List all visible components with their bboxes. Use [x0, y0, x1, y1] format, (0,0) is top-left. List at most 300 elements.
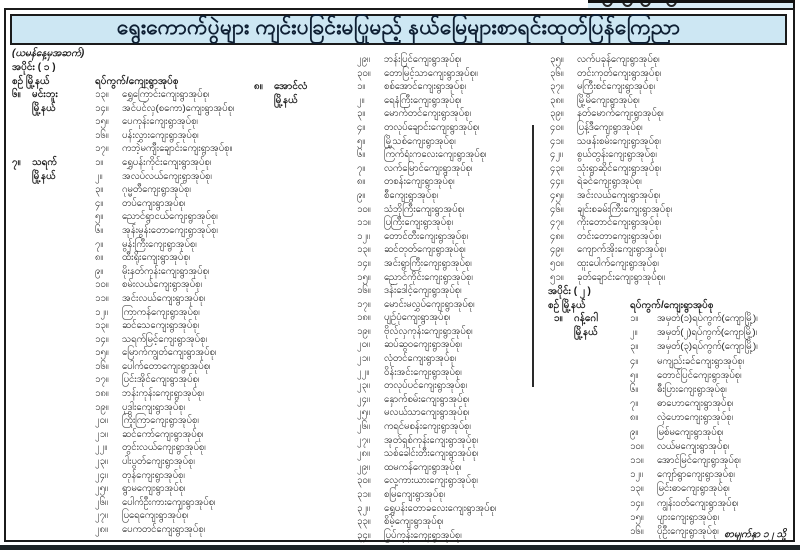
part2-serial-header: စဉ် မြို့နယ်	[548, 300, 586, 311]
item-name: ဆင်ကော်ကျေးရွာအုပ်စု၊	[122, 428, 204, 440]
item-name: အုန်းမွန်းတောကျေးရွာအုပ်စု၊	[122, 224, 218, 236]
township-suffix: မြို့နယ်	[32, 103, 56, 114]
item-number: ၁၀။	[357, 203, 371, 215]
item-name: ကြိုးကြာကျေးရွာအုပ်စု၊	[122, 415, 199, 427]
item-name: ပြင်းအိုင်ကျေးရွာအုပ်စု၊	[122, 374, 200, 386]
village-list-item	[95, 496, 234, 510]
item-name: အင်းလယ်ကျေးရွာအုပ်စု၊	[122, 292, 206, 304]
village-list-item	[630, 355, 758, 369]
village-list-item	[357, 80, 496, 94]
village-list-item	[95, 373, 234, 387]
item-number: ၃။	[630, 341, 639, 353]
village-list-item	[95, 197, 234, 211]
village-list-item	[357, 352, 496, 366]
item-number: ၁၃။	[357, 244, 371, 256]
village-list-item	[95, 265, 234, 279]
village-list-item	[630, 383, 758, 397]
item-name: စစ်အောင်ကျေးရွာအုပ်စု၊	[384, 81, 467, 93]
item-name: အင်းရွာကြီးကျေးရွာအုပ်စု၊	[384, 257, 472, 269]
village-list-item	[550, 230, 672, 244]
item-number: ၃၃။	[357, 516, 371, 528]
item-name: အုတ်ရှစ်ကုန်းကျေးရွာအုပ်စု၊	[384, 434, 479, 446]
item-name: ဂုမ္မတီကျေးရွာအုပ်စု၊	[122, 184, 191, 196]
item-number: ၁၃။	[95, 320, 109, 332]
item-name: ထမကန်ကျေးရွာအုပ်စု၊	[384, 461, 462, 473]
village-list-item	[630, 497, 758, 511]
item-name: ဘန်းပြင်ကျေးရွာအုပ်စု၊	[384, 54, 462, 65]
village-list-item	[630, 312, 758, 326]
item-name: တစန်းကျေးရွာအုပ်စု၊	[384, 176, 455, 188]
village-list-part2	[630, 312, 758, 539]
item-number: ၂၆။	[95, 496, 108, 508]
village-list-item	[550, 175, 672, 189]
village-list-item	[550, 107, 672, 121]
item-name: ကျွန်းဝတ်ကျေးရွာအုပ်စု၊	[657, 497, 739, 509]
item-number: ၁။	[630, 313, 639, 324]
village-list-item	[550, 94, 672, 108]
village-list-item	[357, 434, 496, 448]
village-list-item	[95, 238, 234, 252]
item-number: ၆။	[357, 149, 366, 161]
item-number: ၁၁။	[630, 455, 644, 467]
item-name: ကျော်ရွာကျေးရွာအုပ်စု၊	[657, 469, 735, 481]
village-list-item	[357, 366, 496, 380]
item-name: ဓာဟောကျေးရွာအုပ်စု၊	[657, 398, 734, 410]
item-name: အမှတ်(၁)ရပ်ကွက်(ကျောမြို့)၊	[657, 313, 758, 324]
village-list-item	[95, 142, 234, 156]
item-number: ၃၄။	[357, 529, 371, 541]
village-list-item	[550, 148, 672, 162]
item-name: တွင်းလယ်ကျေးရွာအုပ်စု၊	[122, 442, 206, 454]
item-number: ၈။	[95, 252, 104, 264]
item-name: အမှတ်(၂)ရပ်ကွက်(ကျောမြို့)၊	[657, 327, 758, 339]
item-number: ၁၂။	[95, 306, 108, 318]
village-list-item	[357, 474, 496, 488]
item-number: ၉။	[95, 265, 104, 277]
village-list-item	[357, 162, 496, 176]
item-number: ၄၉။	[550, 244, 564, 256]
village-list-item	[630, 468, 758, 482]
item-name: ရွှေပန်းတောခလေးကျေးရွာအုပ်စု၊	[384, 502, 497, 514]
item-name: အင်ပင်လှ(စကော)ကျေးရွာအုပ်စု၊	[122, 102, 235, 114]
item-name: လယ်မကျေးရွာအုပ်စု၊	[657, 440, 730, 452]
village-list-item	[95, 441, 234, 455]
village-list-item	[357, 298, 496, 312]
continued-note: (ယမန်နေ့မှအဆက်)	[12, 48, 85, 59]
village-list-item	[550, 67, 672, 81]
part2-label: အပိုင်း ( ၂ )	[548, 286, 591, 297]
item-name: ပြကြီးကျေးရွာအုပ်စု၊	[384, 217, 454, 229]
column-divider-rule	[532, 125, 534, 387]
item-number: ၅၁။	[550, 271, 564, 283]
item-name: စီကျေးရွာအုပ်စု၊	[384, 189, 439, 201]
village-list-item	[357, 135, 496, 149]
item-number: ၃၈။	[550, 94, 564, 106]
village-list-item	[357, 311, 496, 325]
item-number: ၇။	[95, 238, 104, 250]
item-name: လုံတင်ကျေးရွာအုပ်စု၊	[384, 353, 457, 365]
item-number: ၃။	[357, 108, 366, 120]
item-number: ၂၆။	[357, 421, 370, 433]
village-list-item	[630, 426, 758, 440]
item-number: ၁၉။	[357, 325, 371, 337]
village-list-item	[357, 325, 496, 339]
village-list-item	[357, 488, 496, 502]
township-number: ၆။	[12, 89, 21, 100]
village-list-item	[550, 80, 672, 94]
village-list-item	[630, 397, 758, 411]
item-name: ထူးပေါက်ကျေးရွာအုပ်စု၊	[577, 257, 659, 269]
township-name: မင်းဘူး	[32, 89, 58, 100]
item-number: ၆။	[95, 224, 104, 236]
item-name: စမြကျေးရွာအုပ်စု၊	[384, 489, 446, 500]
village-list-item	[95, 292, 234, 306]
village-list-item	[95, 333, 234, 347]
village-list-item	[357, 461, 496, 475]
item-number: ၉။	[630, 426, 639, 438]
item-name: ဆင်တုတ်ကျေးရွာအုပ်စု၊	[384, 244, 466, 256]
item-name: နှောက်စမ်းကျေးရွာအုပ်စု၊	[384, 393, 470, 405]
item-name: ကရင်မစန်းကျေးရွာအုပ်စု၊	[384, 421, 471, 433]
item-number: ၃၂။	[357, 502, 370, 514]
item-name: သဖန်းစမ်းကျေးရွာအုပ်စု၊	[577, 135, 661, 147]
item-number: ၅။	[630, 369, 639, 381]
item-name: မြင်းဓာကျေးရွာအုပ်စု၊	[657, 483, 730, 495]
village-list-item	[95, 306, 234, 320]
item-number: ၃၁။	[357, 489, 371, 500]
item-name: တောင်ပြင်ကျေးရွာအုပ်စု၊	[657, 369, 742, 381]
item-name: လှေ့ကားယားကျေးရွာအုပ်စု၊	[384, 475, 478, 487]
item-number: ၁၂။	[357, 230, 370, 242]
item-number: ၈။	[630, 412, 639, 424]
item-name: ပေကတင်ကျေးရွာအုပ်စု၊	[122, 524, 206, 535]
item-number: ၉။	[357, 189, 366, 201]
item-name: ပေကုန်းကျေးရွာအုပ်စု၊	[122, 116, 198, 128]
item-name: ရေနံကြီးကျေးရွာအုပ်စု၊	[384, 94, 462, 106]
item-name: ဆပ်ဆွဝကျေးရွာအုပ်စု၊	[384, 339, 462, 351]
village-list-item	[357, 148, 496, 162]
item-number: ၂၁။	[357, 353, 370, 365]
item-number: ၁၆။	[357, 285, 371, 297]
item-name: သစ်ခေါင်းတီးကျေးရွာအုပ်စု၊	[384, 448, 479, 460]
item-number: ၁၇။	[95, 143, 109, 155]
village-list-item	[95, 523, 234, 537]
village-list-item	[550, 203, 672, 217]
item-number: ၁၅။	[95, 347, 109, 359]
item-name: သံဘိုကြီးကျေးရွာအုပ်စု၊	[384, 203, 465, 215]
item-name: တောင်တီးကျေးရွာအုပ်စု၊	[384, 230, 468, 242]
title-bar	[10, 14, 787, 45]
item-name: ကျောက်အိုးကျေးရွာအုပ်စု၊	[577, 244, 667, 256]
village-list-item	[630, 411, 758, 425]
item-name: လက်ပခုန်ကျေးရွာအုပ်စု၊	[577, 54, 660, 65]
village-list-item	[95, 482, 234, 496]
item-name: ခုတ်ချောင်းကျေးရွာအုပ်စု။	[577, 271, 665, 283]
village-list-item	[95, 401, 234, 415]
item-name: မောက်တင်ကျေးရွာအုပ်စု၊	[384, 108, 472, 120]
village-list-column-2	[357, 53, 496, 542]
village-list-item	[95, 102, 234, 116]
item-number: ၁၆။	[630, 526, 644, 538]
item-name: ထီးရိုးကျေးရွာအုပ်စု၊	[122, 252, 191, 264]
item-name: တင်းကုတ်ကျေးရွာအုပ်စု၊	[577, 67, 662, 79]
village-list-item	[357, 189, 496, 203]
item-number: ၃၉။	[550, 108, 564, 120]
item-name: သရက်မြင့်ကျေးရွာအုပ်စု၊	[122, 333, 207, 345]
item-name: ပန်းလွှားကျေးရွာအုပ်စု၊	[122, 129, 199, 141]
item-number: ၂၅။	[95, 483, 108, 495]
village-list-item	[357, 529, 496, 543]
village-list-item	[630, 340, 758, 354]
item-number: ၂၉။	[357, 54, 370, 65]
item-name: ချင်းစခမ်းကြီးကျေးရွာအုပ်စု၊	[577, 203, 673, 215]
item-name: ရွှေကြောင်းကျေးရွာအုပ်စု၊	[122, 89, 210, 100]
part1-label: အပိုင်း ( ၁ )	[12, 62, 56, 73]
village-list-item	[95, 414, 234, 428]
village-list-item	[95, 183, 234, 197]
item-name: လှဲဟောကျေးရွာအုပ်စု၊	[657, 412, 733, 424]
item-number: ၆။	[630, 384, 639, 396]
village-list-item	[95, 88, 234, 102]
item-number: ၃၆။	[550, 67, 564, 79]
village-list-item	[357, 379, 496, 393]
item-name: အမှတ်(၃)ရပ်ကွက်(ကျောမြို့)၊	[657, 341, 758, 353]
item-number: ၂၉။	[357, 461, 370, 473]
township-number: ၇။	[12, 157, 21, 168]
village-list-item	[95, 469, 234, 483]
item-number: ၁၉။	[95, 401, 109, 413]
village-list-item	[550, 271, 672, 285]
item-number: ၁၃။	[630, 483, 644, 495]
item-name: မြောက်ကျွတ်ကျေးရွာအုပ်စု၊	[122, 347, 217, 359]
item-name: ဓီးပြားကျေးရွာအုပ်စု၊	[657, 384, 727, 396]
item-name: ပျဉ်ပုံကျေးရွာအုပ်စု၊	[384, 312, 451, 324]
item-name: ပျားကျေးရွာအုပ်စု၊	[657, 511, 719, 523]
item-number: ၄၄။	[550, 176, 564, 188]
item-name: ပြွပ်ကုန်းကျေးရွာအုပ်စု၊	[384, 529, 462, 541]
item-name: တောမြင့်သာကျေးရွာအုပ်စု။	[384, 67, 478, 79]
township-number: ၁။	[554, 313, 563, 324]
village-list-item	[95, 224, 234, 238]
item-name: ပါးပွတ်ကျေးရွာအုပ်စု၊	[122, 456, 195, 468]
item-number: ၁၈။	[95, 388, 109, 400]
item-name: ကဘဲ့မကျီးချောင်းကျေးရွာအုပ်စု။	[122, 143, 233, 155]
item-number: ၂၅။	[357, 407, 370, 419]
township-aunglan	[254, 80, 307, 108]
village-list-item	[95, 210, 234, 224]
item-number: ၁၀။	[95, 279, 109, 291]
item-name: လက်မြောင်ကျေးရွာအုပ်စု၊	[384, 162, 473, 174]
item-name: ရွှေပန်းကိုင်းကျေးရွာအုပ်စု၊	[122, 156, 212, 168]
item-number: ၄၃။	[550, 162, 564, 174]
village-list-item	[630, 454, 758, 468]
village-list-item	[95, 129, 234, 143]
item-number: ၁။	[95, 156, 104, 168]
item-number: ၂၄။	[357, 393, 370, 405]
township-minbu	[12, 88, 58, 116]
item-number: ၁၅။	[95, 116, 109, 128]
township-name: ဂန့်ဂေါ	[574, 313, 598, 324]
item-number: ၈။	[357, 176, 366, 188]
village-list-item	[357, 243, 496, 257]
item-number: ၄။	[630, 355, 639, 367]
item-number: ၂၃။	[95, 456, 108, 468]
item-number: ၃၇။	[550, 81, 564, 93]
village-list-item	[550, 121, 672, 135]
village-list-item	[357, 216, 496, 230]
item-number: ၄၀။	[550, 121, 564, 133]
village-list-item	[95, 346, 234, 360]
village-list-item	[357, 175, 496, 189]
item-name: စွယ်တွန်းကျေးရွာအုပ်စု၊	[577, 149, 657, 161]
page-title: ရွေးကောက်ပွဲများ ကျင်းပခြင်းမပြုမည့် နယ်မြေများစာရင်းထုတ်ပြန်ကြေညာ	[116, 16, 681, 39]
item-number: ၂၀။	[357, 339, 370, 351]
item-name: ဗိုလ်လှကုန်းကျေးရွာအုပ်စု၊	[384, 325, 473, 337]
item-number: ၄၁။	[550, 135, 564, 147]
item-name: တလုပ်ချောင်းကျေးရွာအုပ်စု၊	[384, 121, 480, 133]
part2-list-header: ရပ်ကွက်/ကျေးရွာအုပ်စု	[630, 300, 714, 311]
item-number: ၁၂။	[630, 469, 643, 481]
village-list-item	[95, 251, 234, 265]
item-number: ၅။	[357, 135, 366, 147]
item-name: မိုးနတ်ကုန်းကျေးရွာအုပ်စု၊	[122, 265, 210, 277]
village-list-item	[95, 156, 234, 170]
item-number: ၄၈။	[550, 230, 564, 242]
item-number: ၁၄။	[95, 102, 109, 114]
item-number: ၁၁။	[357, 217, 371, 229]
village-list-item	[95, 170, 234, 184]
item-number: ၂၈။	[357, 448, 370, 460]
village-list-item	[550, 216, 672, 230]
item-number: ၁၄။	[630, 497, 644, 509]
village-list-item	[357, 338, 496, 352]
village-list-item	[357, 420, 496, 434]
item-name: နတ်မောက်ကျေးရွာအုပ်စု၊	[577, 108, 664, 120]
village-list-item	[550, 189, 672, 203]
continued-to-page-note: စာမျက်နှာ ၁၂ သို့	[724, 529, 786, 540]
village-list-item	[357, 271, 496, 285]
item-number: ၂၂။	[95, 442, 108, 454]
village-list-item	[95, 509, 234, 523]
village-list-item	[357, 257, 496, 271]
item-number: ၂။	[357, 94, 365, 106]
village-list-item	[630, 369, 758, 383]
item-number: ၁၆။	[95, 360, 109, 372]
item-name: အလပ်လယ်ကျေးရွာအုပ်စု၊	[122, 170, 212, 182]
village-list-item	[630, 511, 758, 525]
village-list-item	[630, 326, 758, 340]
item-name: ကြက်ရံးကလေးကျေးရွာအုပ်စု၊	[384, 149, 487, 161]
township-name: အောင်လံ	[274, 81, 308, 92]
item-name: ရဲခင်ကျေးရွာအုပ်စု၊	[577, 176, 642, 188]
village-list-item	[357, 393, 496, 407]
item-number: ၂၃။	[357, 380, 370, 392]
village-list-item	[357, 406, 496, 420]
township-number: ၈။	[254, 81, 263, 92]
item-name: ပေါက်ဦးကားကျေးရွာအုပ်စု၊	[122, 496, 216, 508]
village-list-column-3	[550, 53, 672, 284]
township-suffix: မြို့နယ်	[32, 171, 56, 182]
village-list-item	[357, 203, 496, 217]
item-name: စမ်းလယ်ကျေးရွာအုပ်စု၊	[122, 279, 203, 291]
item-number: ၂၈။	[95, 524, 108, 535]
item-name: ညောင်ရွာငယ်ကျေးရွာအုပ်စု၊	[122, 211, 218, 223]
village-list-item	[357, 284, 496, 298]
township-thayet	[12, 156, 57, 184]
village-list-item	[357, 515, 496, 529]
item-number: ၄၇။	[550, 217, 564, 229]
item-name: မြို့သစ်ကျေးရွာအုပ်စု၊	[384, 135, 456, 147]
item-number: ၅။	[95, 211, 104, 223]
village-list-item	[95, 360, 234, 374]
item-name: ပိုဦးကျေးရွာအုပ်စု၊	[657, 526, 719, 538]
item-number: ၃။	[95, 184, 104, 196]
item-number: ၄၅။	[550, 189, 564, 201]
item-name: အင်းလယ်ကျေးရွာအုပ်စု၊	[577, 189, 661, 201]
item-number: ၂၂။	[357, 366, 370, 378]
item-name: မကြီးစင်ကျေးရွာအုပ်စု၊	[577, 81, 656, 93]
item-name: ပြန့်ဒီကျေးရွာအုပ်စု၊	[577, 121, 643, 133]
item-name: အောင်မြင်ကျေးရွာအုပ်စု၊	[657, 455, 741, 467]
item-name: ကိုးတောင်ကျေးရွာအုပ်စု၊	[577, 217, 662, 229]
item-number: ၁၃။	[95, 89, 109, 100]
township-suffix: မြို့နယ်	[574, 327, 598, 338]
part1-list-header: ရပ်ကွက်/ကျေးရွာအုပ်စု	[95, 76, 179, 87]
part1-serial-header: စဉ် မြို့နယ်	[12, 76, 50, 87]
village-list-item	[95, 455, 234, 469]
item-number: ၄၆။	[550, 203, 564, 215]
village-list-item	[357, 107, 496, 121]
bottom-rule	[0, 545, 800, 550]
cutoff-glyph	[640, 0, 651, 7]
village-list-item	[95, 319, 234, 333]
township-gangaw	[554, 312, 598, 340]
cutoff-glyph	[602, 0, 613, 7]
item-name: မြစ်မကျေးရွာအုပ်စု၊	[657, 426, 724, 438]
item-number: ၁၈။	[357, 312, 371, 324]
item-name: မွန်းကြီးကျေးရွာအုပ်စု၊	[122, 238, 197, 250]
village-list-item	[550, 135, 672, 149]
item-number: ၁၇။	[95, 374, 109, 386]
item-name: ဝိန်းအင်းကျေးရွာအုပ်စု၊	[384, 366, 462, 378]
village-list-item	[357, 53, 496, 67]
item-name: တပ်ကျေးရွာအုပ်စု၊	[122, 197, 186, 209]
item-name: ပေါက်တောကျေးရွာအုပ်စု၊	[122, 360, 211, 372]
item-number: ၂။	[630, 327, 638, 339]
item-name: စိမ့်ကျေးရွာအုပ်စု၊	[384, 516, 444, 528]
item-number: ၁၇။	[357, 298, 371, 310]
village-list-item	[357, 447, 496, 461]
item-name: မလယ်သာကျေးရွာအုပ်စု၊	[384, 407, 470, 419]
item-number: ၁၀။	[630, 440, 644, 452]
item-number: ၇။	[630, 398, 639, 410]
item-name: ပြရေကျေးရွာအုပ်စု၊	[122, 510, 189, 522]
village-list-item	[357, 502, 496, 516]
item-number: ၄။	[95, 197, 104, 209]
article-box	[4, 8, 795, 542]
item-number: ၂၇။	[357, 434, 370, 446]
item-number: ၁၅။	[357, 271, 371, 283]
township-suffix: မြို့နယ်	[274, 95, 298, 106]
item-number: ၁၄။	[95, 333, 109, 345]
cutoff-glyph	[622, 0, 633, 7]
item-name: ဆင်သေကျေးရွာအုပ်စု၊	[122, 320, 200, 332]
item-number: ၁၄။	[357, 257, 371, 269]
item-number: ၄။	[357, 121, 366, 133]
village-list-item	[95, 115, 234, 129]
item-name: ကြာကန်ကျေးရွာအုပ်စု၊	[122, 306, 200, 318]
item-number: ၂၄။	[95, 469, 108, 481]
